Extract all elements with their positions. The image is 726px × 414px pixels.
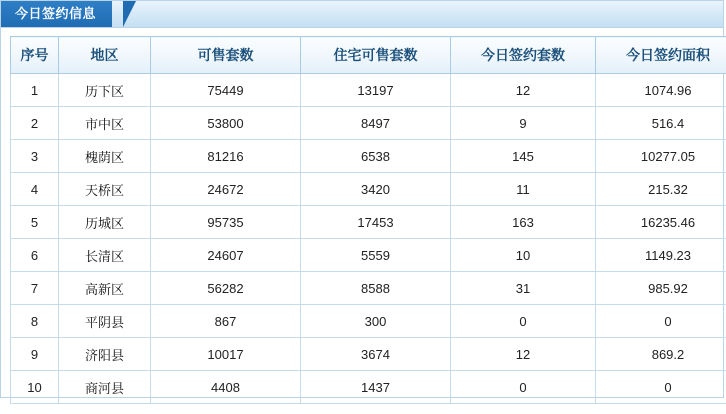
cell-today-signed-units: 11 xyxy=(451,173,596,206)
cell-today-signed-units: 145 xyxy=(451,140,596,173)
cell-index: 6 xyxy=(11,239,59,272)
cell-residential-available-units: 3420 xyxy=(301,173,451,206)
cell-residential-available-units: 1437 xyxy=(301,371,451,404)
cell-region: 济阳县 xyxy=(59,338,151,371)
cell-residential-available-units: 17453 xyxy=(301,206,451,239)
cell-available-units: 10017 xyxy=(151,338,301,371)
tab-today-signing[interactable] xyxy=(1,1,112,27)
cell-available-units: 24607 xyxy=(151,239,301,272)
cell-today-signed-area: 10277.05 xyxy=(596,140,726,173)
cell-today-signed-units: 9 xyxy=(451,107,596,140)
column-header-index: 序号 xyxy=(11,37,59,74)
table-row xyxy=(11,206,726,239)
cell-today-signed-area: 215.32 xyxy=(596,173,726,206)
cell-today-signed-units: 12 xyxy=(451,338,596,371)
cell-residential-available-units: 8588 xyxy=(301,272,451,305)
tab-notch-shape xyxy=(123,1,136,27)
cell-region: 历下区 xyxy=(59,74,151,107)
cell-region: 商河县 xyxy=(59,371,151,404)
cell-today-signed-area: 0 xyxy=(596,371,726,404)
cell-today-signed-units: 10 xyxy=(451,239,596,272)
cell-available-units: 56282 xyxy=(151,272,301,305)
table-header-row xyxy=(11,37,726,74)
cell-today-signed-area: 1074.96 xyxy=(596,74,726,107)
cell-available-units: 867 xyxy=(151,305,301,338)
cell-index: 3 xyxy=(11,140,59,173)
cell-residential-available-units: 13197 xyxy=(301,74,451,107)
cell-region: 平阴县 xyxy=(59,305,151,338)
cell-available-units: 4408 xyxy=(151,371,301,404)
cell-index: 8 xyxy=(11,305,59,338)
cell-region: 天桥区 xyxy=(59,173,151,206)
tab-label: 今日签约信息 xyxy=(15,6,96,21)
cell-region: 槐荫区 xyxy=(59,140,151,173)
cell-today-signed-area: 985.92 xyxy=(596,272,726,305)
cell-region: 高新区 xyxy=(59,272,151,305)
column-header-residential-available-units: 住宅可售套数 xyxy=(301,37,451,74)
cell-index: 1 xyxy=(11,74,59,107)
cell-available-units: 24672 xyxy=(151,173,301,206)
column-header-today-signed-units: 今日签约套数 xyxy=(451,37,596,74)
cell-today-signed-area: 1149.23 xyxy=(596,239,726,272)
cell-today-signed-units: 0 xyxy=(451,371,596,404)
cell-residential-available-units: 3674 xyxy=(301,338,451,371)
cell-index: 4 xyxy=(11,173,59,206)
cell-available-units: 53800 xyxy=(151,107,301,140)
cell-region: 长清区 xyxy=(59,239,151,272)
cell-index: 10 xyxy=(11,371,59,404)
table-row xyxy=(11,338,726,371)
cell-available-units: 75449 xyxy=(151,74,301,107)
cell-index: 7 xyxy=(11,272,59,305)
column-header-region: 地区 xyxy=(59,37,151,74)
table-row xyxy=(11,272,726,305)
signing-info-table xyxy=(10,36,726,404)
cell-index: 9 xyxy=(11,338,59,371)
cell-today-signed-units: 0 xyxy=(451,305,596,338)
table-container xyxy=(1,28,723,414)
cell-residential-available-units: 5559 xyxy=(301,239,451,272)
cell-today-signed-units: 12 xyxy=(451,74,596,107)
table-row xyxy=(11,371,726,404)
cell-today-signed-area: 16235.46 xyxy=(596,206,726,239)
column-header-today-signed-area: 今日签约面积 xyxy=(596,37,726,74)
cell-index: 2 xyxy=(11,107,59,140)
table-row xyxy=(11,305,726,338)
cell-today-signed-area: 0 xyxy=(596,305,726,338)
table-row xyxy=(11,74,726,107)
cell-today-signed-units: 163 xyxy=(451,206,596,239)
table-row xyxy=(11,173,726,206)
table-row xyxy=(11,107,726,140)
cell-today-signed-area: 869.2 xyxy=(596,338,726,371)
cell-region: 历城区 xyxy=(59,206,151,239)
table-row xyxy=(11,239,726,272)
cell-today-signed-units: 31 xyxy=(451,272,596,305)
cell-region: 市中区 xyxy=(59,107,151,140)
cell-index: 5 xyxy=(11,206,59,239)
table-row xyxy=(11,140,726,173)
cell-available-units: 95735 xyxy=(151,206,301,239)
cell-available-units: 81216 xyxy=(151,140,301,173)
cell-today-signed-area: 516.4 xyxy=(596,107,726,140)
cell-residential-available-units: 6538 xyxy=(301,140,451,173)
cell-residential-available-units: 300 xyxy=(301,305,451,338)
column-header-available-units: 可售套数 xyxy=(151,37,301,74)
panel-header xyxy=(1,1,723,28)
cell-residential-available-units: 8497 xyxy=(301,107,451,140)
